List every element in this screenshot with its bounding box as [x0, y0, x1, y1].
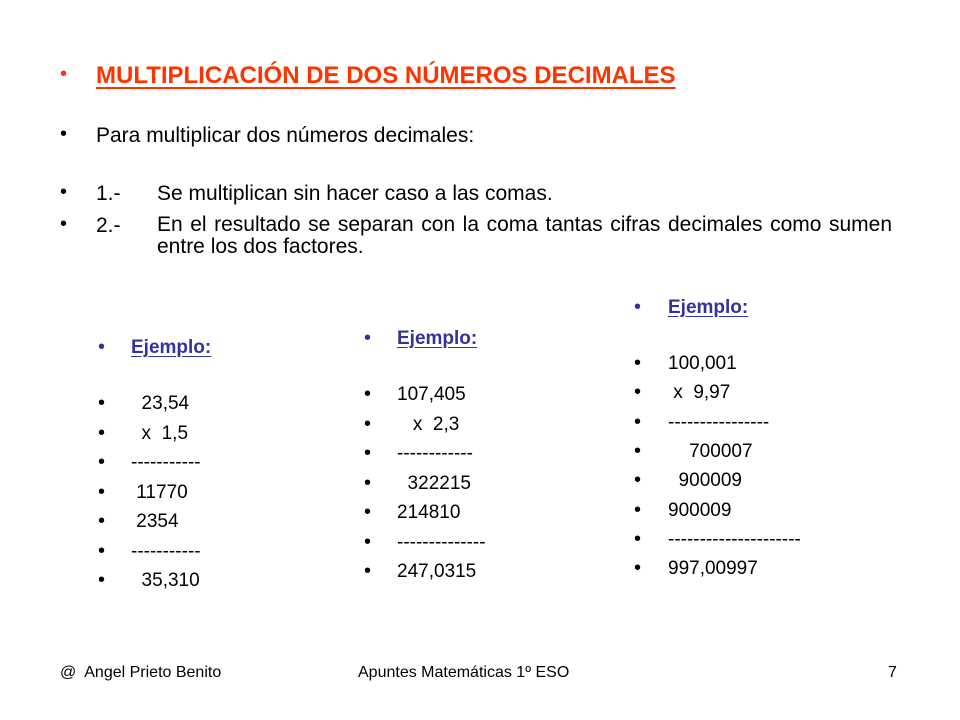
example-3-line-1: 100,001 — [668, 353, 737, 374]
example-2-heading-bullet: • — [364, 327, 372, 349]
slide-title: MULTIPLICACIÓN DE DOS NÚMEROS DECIMALES — [96, 62, 676, 89]
example-1-line-3: ----------- — [131, 452, 201, 473]
example-1-line-6-bullet: • — [98, 539, 106, 562]
example-2-line-7-bullet: • — [364, 560, 372, 582]
example-1-line-1-bullet: • — [98, 392, 106, 414]
example-1-heading: Ejemplo: — [131, 337, 212, 358]
example-2-line-7: 247,0315 — [397, 561, 477, 582]
step-1-number: 1.- — [96, 182, 121, 205]
step-1-bullet: • — [60, 181, 68, 203]
example-2-line-5: 214810 — [397, 502, 461, 523]
example-3-line-2-bullet: • — [634, 381, 642, 404]
example-2-line-6-bullet: • — [364, 530, 372, 553]
example-1-line-1: 23,54 — [131, 393, 190, 414]
example-3-line-8: 997,00997 — [668, 558, 758, 580]
example-3-line-5: 900009 — [668, 470, 742, 492]
footer-page-number: 7 — [888, 664, 897, 681]
example-1-line-5: 2354 — [131, 511, 179, 532]
example-3-line-3: ---------------- — [668, 411, 770, 433]
intro-text: Para multiplicar dos números decimales: — [96, 124, 475, 147]
footer-author: @ Angel Prieto Benito — [60, 664, 222, 681]
example-3-line-7-bullet: • — [634, 527, 642, 550]
example-3-line-1-bullet: • — [634, 352, 642, 374]
example-2-heading: Ejemplo: — [397, 328, 478, 349]
example-1-line-2-bullet: • — [98, 421, 106, 444]
example-3-line-8-bullet: • — [634, 557, 642, 580]
example-2-line-2-bullet: • — [364, 412, 372, 435]
example-2-line-3: ------------ — [397, 443, 473, 464]
example-2-line-6: -------------- — [397, 531, 486, 553]
example-1-line-6: ----------- — [131, 540, 201, 562]
example-2-line-1-bullet: • — [364, 383, 372, 405]
step-2-number: 2.- — [96, 214, 121, 237]
example-3-line-5-bullet: • — [634, 469, 642, 492]
example-1-line-7-bullet: • — [98, 569, 106, 591]
example-3-line-6: 900009 — [668, 499, 732, 521]
step-1-text: Se multiplican sin hacer caso a las comas. — [157, 182, 553, 205]
example-1-line-4: 11770 — [131, 481, 188, 503]
example-3-line-4-bullet: • — [634, 439, 642, 462]
example-3-line-6-bullet: • — [634, 498, 642, 521]
example-1-line-7: 35,310 — [131, 570, 200, 591]
footer-course: Apuntes Matemáticas 1º ESO — [358, 664, 570, 681]
example-3-heading-bullet: • — [634, 296, 642, 318]
example-2-line-1: 107,405 — [397, 384, 466, 405]
example-3-line-2: x 9,97 — [668, 382, 731, 404]
step-2-text — [157, 214, 892, 258]
example-2-line-4-bullet: • — [364, 471, 372, 494]
example-3-line-7: --------------------- — [668, 528, 801, 550]
example-3-heading: Ejemplo: — [668, 297, 749, 318]
example-2-line-5-bullet: • — [364, 501, 372, 523]
example-1-heading-bullet: • — [98, 336, 106, 358]
step-2-text-content: En el resultado se separan con la coma tantas cifras decimales como sumen entre los dos factores. — [157, 213, 892, 258]
example-1-line-5-bullet: • — [98, 510, 106, 532]
step-2-bullet: • — [60, 213, 68, 235]
example-3-line-3-bullet: • — [634, 410, 642, 433]
example-2-line-2: x 2,3 — [397, 413, 460, 435]
example-2-line-4: 322215 — [397, 472, 471, 494]
title-bullet: • — [60, 63, 68, 85]
example-1-line-2: x 1,5 — [131, 422, 189, 444]
example-1-line-4-bullet: • — [98, 480, 106, 503]
example-2-line-3-bullet: • — [364, 442, 372, 464]
example-3-line-4: 700007 — [668, 440, 753, 462]
intro-bullet: • — [60, 123, 68, 145]
example-1-line-3-bullet: • — [98, 451, 106, 473]
